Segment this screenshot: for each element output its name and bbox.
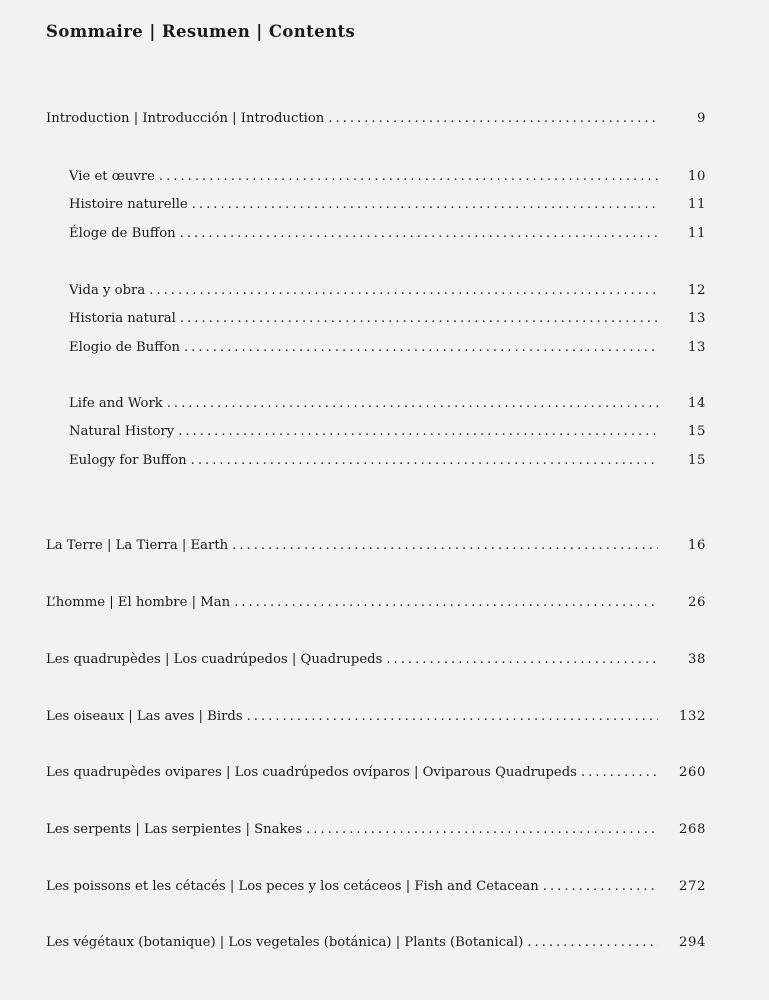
toc-entry-chapter[interactable] — [46, 935, 706, 955]
toc-entry-page: 16 — [688, 538, 706, 553]
toc-entry-label: L’homme | El hombre | Man — [46, 595, 231, 610]
toc-entry-chapter[interactable] — [46, 538, 706, 558]
toc-entry-page: 38 — [688, 652, 706, 667]
toc-entry-introduction[interactable] — [46, 111, 706, 131]
toc-subentry[interactable] — [69, 340, 706, 360]
toc-entry-chapter[interactable] — [46, 879, 706, 899]
toc-entry-label: Les oiseaux | Las aves | Birds — [46, 709, 243, 724]
dot-leader — [234, 595, 658, 610]
dot-leader — [386, 652, 658, 667]
toc-entry-chapter[interactable] — [46, 822, 706, 842]
toc-entry-label: Les poissons et les cétacés | Los peces y los cetáceos | Fish and Cetacean — [46, 879, 539, 894]
toc-subentry[interactable] — [69, 283, 706, 303]
toc-entry-label: Histoire naturelle — [69, 197, 188, 212]
toc-entry-page: 14 — [688, 396, 706, 411]
dot-leader — [581, 765, 658, 780]
toc-entry-label: Natural History — [69, 424, 175, 439]
toc-entry-page: 26 — [688, 595, 706, 610]
toc-entry-label: Les quadrupèdes | Los cuadrúpedos | Quadrupeds — [46, 652, 383, 667]
dot-leader — [180, 311, 658, 326]
toc-entry-label: Introduction | Introducción | Introduction — [46, 111, 325, 126]
toc-subentry[interactable] — [69, 424, 706, 444]
dot-leader — [543, 879, 658, 894]
toc-entry-label: Life and Work — [69, 396, 163, 411]
toc-entry-page: 9 — [697, 111, 706, 126]
toc-subentry[interactable] — [69, 311, 706, 331]
dot-leader — [180, 226, 658, 241]
toc-entry-label: Elogio de Buffon — [69, 340, 180, 355]
dot-leader — [328, 111, 658, 126]
dot-leader — [159, 169, 658, 184]
toc-entry-label: Éloge de Buffon — [69, 226, 176, 241]
toc-entry-page: 272 — [679, 879, 706, 894]
toc-entry-page: 260 — [679, 765, 706, 780]
toc-entry-page: 294 — [679, 935, 706, 950]
toc-entry-page: 13 — [688, 311, 706, 326]
toc-entry-label: Historia natural — [69, 311, 176, 326]
page-title: Sommaire | Resumen | Contents — [46, 22, 356, 41]
toc-entry-chapter[interactable] — [46, 652, 706, 672]
dot-leader — [306, 822, 658, 837]
toc-subentry[interactable] — [69, 169, 706, 189]
toc-entry-chapter[interactable] — [46, 765, 706, 785]
dot-leader — [167, 396, 658, 411]
toc-entry-page: 11 — [688, 197, 706, 212]
toc-entry-label: Les végétaux (botanique) | Los vegetales (botánica) | Plants (Botanical) — [46, 935, 524, 950]
toc-entry-label: Vie et œuvre — [69, 169, 155, 184]
toc-entry-label: Les serpents | Las serpientes | Snakes — [46, 822, 303, 837]
toc-subentry[interactable] — [69, 453, 706, 473]
dot-leader — [184, 340, 658, 355]
toc-entry-page: 11 — [688, 226, 706, 241]
toc-entry-label: Vida y obra — [69, 283, 146, 298]
toc-subentry[interactable] — [69, 197, 706, 217]
toc-entry-label: Eulogy for Buffon — [69, 453, 187, 468]
toc-entry-page: 13 — [688, 340, 706, 355]
toc-entry-page: 15 — [688, 424, 706, 439]
toc-entry-label: Les quadrupèdes ovipares | Los cuadrúpedos ovíparos | Oviparous Quadrupeds — [46, 765, 577, 780]
dot-leader — [527, 935, 658, 950]
toc-entry-page: 132 — [679, 709, 706, 724]
dot-leader — [178, 424, 658, 439]
toc-entry-page: 15 — [688, 453, 706, 468]
toc-entry-chapter[interactable] — [46, 709, 706, 729]
toc-entry-page: 268 — [679, 822, 706, 837]
dot-leader — [247, 709, 658, 724]
toc-entry-page: 12 — [688, 283, 706, 298]
dot-leader — [191, 453, 658, 468]
toc-entry-chapter[interactable] — [46, 595, 706, 615]
dot-leader — [192, 197, 658, 212]
dot-leader — [149, 283, 658, 298]
toc-entry-label: La Terre | La Tierra | Earth — [46, 538, 229, 553]
dot-leader — [232, 538, 658, 553]
toc-subentry[interactable] — [69, 396, 706, 416]
toc-subentry[interactable] — [69, 226, 706, 246]
toc-entry-page: 10 — [688, 169, 706, 184]
